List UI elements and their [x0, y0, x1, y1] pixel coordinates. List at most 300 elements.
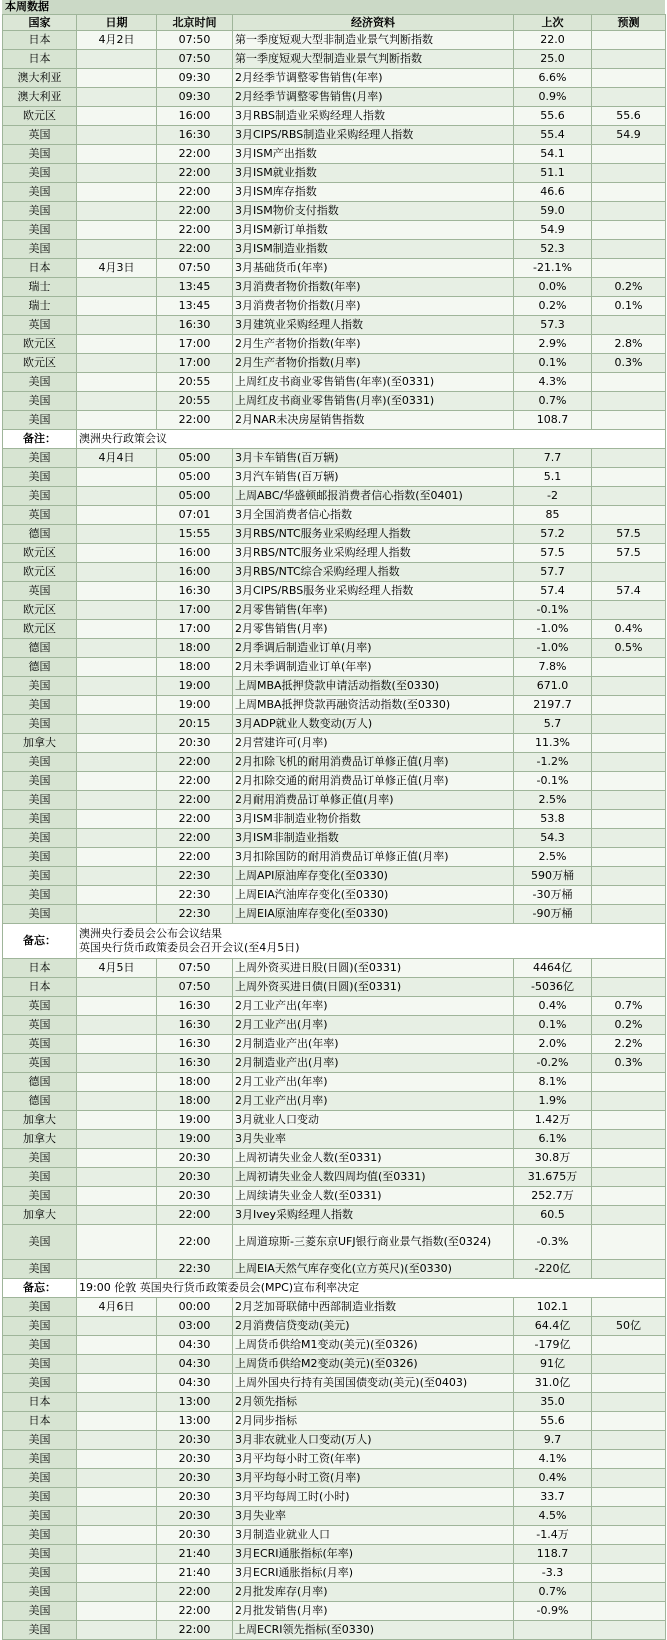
forecast-value-cell: [592, 677, 666, 696]
previous-value-cell: 7.7: [514, 449, 592, 468]
previous-value-cell: 91亿: [514, 1355, 592, 1374]
previous-value-cell: -21.1%: [514, 259, 592, 278]
note-label: 备忘：: [3, 924, 77, 959]
time-cell: 22:00: [157, 791, 233, 810]
indicator-cell: 3月ISM产出指数: [233, 145, 514, 164]
indicator-cell: 3月就业人口变动: [233, 1111, 514, 1130]
time-cell: 20:30: [157, 1149, 233, 1168]
panel-title: 本周数据: [2, 0, 665, 14]
country-cell: 美国: [3, 1317, 77, 1336]
indicator-cell: 上周初请失业金人数(至0331): [233, 1149, 514, 1168]
table-row: [3, 1225, 666, 1260]
table-row: [3, 1054, 666, 1073]
time-cell: 17:00: [157, 601, 233, 620]
previous-value-cell: 2197.7: [514, 696, 592, 715]
table-row: [3, 411, 666, 430]
table-row: [3, 658, 666, 677]
date-cell: [77, 1260, 157, 1279]
indicator-cell: 2月零售销售(月率): [233, 620, 514, 639]
previous-value-cell: 46.6: [514, 183, 592, 202]
date-cell: [77, 354, 157, 373]
date-cell: [77, 183, 157, 202]
forecast-value-cell: [592, 959, 666, 978]
date-cell: [77, 1206, 157, 1225]
table-row: [3, 1298, 666, 1317]
time-cell: 20:30: [157, 1187, 233, 1206]
forecast-value-cell: [592, 1130, 666, 1149]
date-cell: [77, 1412, 157, 1431]
country-cell: 澳大利亚: [3, 69, 77, 88]
date-cell: [77, 1469, 157, 1488]
previous-value-cell: 0.4%: [514, 997, 592, 1016]
indicator-cell: 2月工业产出(月率): [233, 1016, 514, 1035]
country-cell: 美国: [3, 867, 77, 886]
previous-value-cell: 4.5%: [514, 1507, 592, 1526]
previous-value-cell: 7.8%: [514, 658, 592, 677]
table-row: [3, 734, 666, 753]
date-cell: [77, 1073, 157, 1092]
forecast-value-cell: [592, 753, 666, 772]
table-row: [3, 525, 666, 544]
previous-value-cell: 6.6%: [514, 69, 592, 88]
country-cell: 美国: [3, 753, 77, 772]
time-cell: 21:40: [157, 1545, 233, 1564]
forecast-value-cell: [592, 791, 666, 810]
indicator-cell: 2月经季节调整零售销售(月率): [233, 88, 514, 107]
col-header-forecast: 预测: [592, 15, 666, 31]
indicator-cell: 上周货币供给M1变动(美元)(至0326): [233, 1336, 514, 1355]
table-row: [3, 183, 666, 202]
indicator-cell: 上周红皮书商业零售销售(年率)(至0331): [233, 373, 514, 392]
indicator-cell: 2月消费信贷变动(美元): [233, 1317, 514, 1336]
table-row: [3, 886, 666, 905]
date-cell: [77, 772, 157, 791]
table-row: [3, 1187, 666, 1206]
time-cell: 21:40: [157, 1564, 233, 1583]
previous-value-cell: [514, 1621, 592, 1640]
indicator-cell: 3月RBS/NTC服务业采购经理人指数: [233, 544, 514, 563]
time-cell: 22:00: [157, 753, 233, 772]
previous-value-cell: 118.7: [514, 1545, 592, 1564]
time-cell: 22:00: [157, 1602, 233, 1621]
time-cell: 03:00: [157, 1317, 233, 1336]
time-cell: 15:55: [157, 525, 233, 544]
previous-value-cell: -90万桶: [514, 905, 592, 924]
previous-value-cell: 54.9: [514, 221, 592, 240]
previous-value-cell: 57.5: [514, 544, 592, 563]
previous-value-cell: 9.7: [514, 1431, 592, 1450]
date-cell: [77, 753, 157, 772]
time-cell: 16:00: [157, 107, 233, 126]
indicator-cell: 2月未季调制造业订单(年率): [233, 658, 514, 677]
table-row: [3, 829, 666, 848]
previous-value-cell: 57.3: [514, 316, 592, 335]
forecast-value-cell: [592, 1206, 666, 1225]
table-row: [3, 297, 666, 316]
forecast-value-cell: 0.4%: [592, 620, 666, 639]
country-cell: 美国: [3, 1469, 77, 1488]
table-row: [3, 791, 666, 810]
indicator-cell: 2月同步指标: [233, 1412, 514, 1431]
time-cell: 22:00: [157, 1225, 233, 1260]
date-cell: [77, 278, 157, 297]
table-row: [3, 1336, 666, 1355]
time-cell: 13:00: [157, 1412, 233, 1431]
time-cell: 19:00: [157, 1111, 233, 1130]
time-cell: 22:00: [157, 848, 233, 867]
date-cell: [77, 848, 157, 867]
forecast-value-cell: [592, 1583, 666, 1602]
previous-value-cell: -0.9%: [514, 1602, 592, 1621]
country-cell: 欧元区: [3, 354, 77, 373]
forecast-value-cell: [592, 1073, 666, 1092]
previous-value-cell: 59.0: [514, 202, 592, 221]
forecast-value-cell: 2.2%: [592, 1035, 666, 1054]
forecast-value-cell: [592, 1336, 666, 1355]
forecast-value-cell: [592, 468, 666, 487]
country-cell: 美国: [3, 1621, 77, 1640]
forecast-value-cell: 0.7%: [592, 997, 666, 1016]
table-row: [3, 696, 666, 715]
forecast-value-cell: [592, 145, 666, 164]
country-cell: 日本: [3, 50, 77, 69]
indicator-cell: 2月生产者物价指数(年率): [233, 335, 514, 354]
time-cell: 09:30: [157, 88, 233, 107]
country-cell: 英国: [3, 506, 77, 525]
country-cell: 美国: [3, 1564, 77, 1583]
table-row: [3, 1317, 666, 1336]
previous-value-cell: 85: [514, 506, 592, 525]
date-cell: [77, 1355, 157, 1374]
indicator-cell: 上周MBA抵押贷款再融资活动指数(至0330): [233, 696, 514, 715]
date-cell: [77, 240, 157, 259]
previous-value-cell: 4.1%: [514, 1450, 592, 1469]
previous-value-cell: 2.5%: [514, 848, 592, 867]
indicator-cell: 3月ISM制造业指数: [233, 240, 514, 259]
time-cell: 16:30: [157, 1016, 233, 1035]
time-cell: 22:00: [157, 202, 233, 221]
date-cell: 4月6日: [77, 1298, 157, 1317]
forecast-value-cell: [592, 1111, 666, 1130]
note-row: [3, 430, 666, 449]
indicator-cell: 上周红皮书商业零售销售(月率)(至0331): [233, 392, 514, 411]
forecast-value-cell: [592, 978, 666, 997]
date-cell: [77, 1317, 157, 1336]
time-cell: 22:30: [157, 867, 233, 886]
previous-value-cell: 22.0: [514, 31, 592, 50]
time-cell: 19:00: [157, 677, 233, 696]
col-header-time: 北京时间: [157, 15, 233, 31]
previous-value-cell: -220亿: [514, 1260, 592, 1279]
date-cell: [77, 525, 157, 544]
time-cell: 05:00: [157, 449, 233, 468]
table-row: [3, 164, 666, 183]
date-cell: [77, 1168, 157, 1187]
previous-value-cell: -179亿: [514, 1336, 592, 1355]
table-row: [3, 31, 666, 50]
table-row: [3, 316, 666, 335]
time-cell: 20:30: [157, 1431, 233, 1450]
date-cell: [77, 1054, 157, 1073]
table-row: [3, 126, 666, 145]
date-cell: [77, 1583, 157, 1602]
indicator-cell: 上周API原油库存变化(至0330): [233, 867, 514, 886]
date-cell: [77, 1149, 157, 1168]
time-cell: 22:00: [157, 1583, 233, 1602]
indicator-cell: 上周MBA抵押贷款申请活动指数(至0330): [233, 677, 514, 696]
time-cell: 16:30: [157, 582, 233, 601]
table-row: [3, 69, 666, 88]
country-cell: 日本: [3, 959, 77, 978]
country-cell: 美国: [3, 164, 77, 183]
previous-value-cell: 590万桶: [514, 867, 592, 886]
table-row: [3, 392, 666, 411]
forecast-value-cell: [592, 1621, 666, 1640]
table-row: [3, 449, 666, 468]
indicator-cell: 2月生产者物价指数(月率): [233, 354, 514, 373]
forecast-value-cell: [592, 1488, 666, 1507]
date-cell: [77, 1431, 157, 1450]
table-row: [3, 1564, 666, 1583]
country-cell: 日本: [3, 31, 77, 50]
time-cell: 22:00: [157, 145, 233, 164]
previous-value-cell: 57.2: [514, 525, 592, 544]
table-body: [3, 31, 666, 1640]
time-cell: 19:00: [157, 1130, 233, 1149]
date-cell: [77, 1564, 157, 1583]
table-row: [3, 354, 666, 373]
table-row: [3, 639, 666, 658]
table-row: [3, 1469, 666, 1488]
time-cell: 22:30: [157, 905, 233, 924]
table-row: [3, 959, 666, 978]
date-cell: 4月4日: [77, 449, 157, 468]
col-header-previous: 上次: [514, 15, 592, 31]
forecast-value-cell: 50亿: [592, 1317, 666, 1336]
time-cell: 20:55: [157, 392, 233, 411]
forecast-value-cell: [592, 734, 666, 753]
table-row: [3, 335, 666, 354]
indicator-cell: 2月芝加哥联储中西部制造业指数: [233, 1298, 514, 1317]
previous-value-cell: 5.1: [514, 468, 592, 487]
indicator-cell: 3月平均每小时工资(月率): [233, 1469, 514, 1488]
previous-value-cell: 6.1%: [514, 1130, 592, 1149]
previous-value-cell: 0.9%: [514, 88, 592, 107]
country-cell: 美国: [3, 183, 77, 202]
date-cell: [77, 1225, 157, 1260]
forecast-value-cell: [592, 1374, 666, 1393]
previous-value-cell: 53.8: [514, 810, 592, 829]
date-cell: [77, 620, 157, 639]
date-cell: [77, 487, 157, 506]
forecast-value-cell: [592, 1431, 666, 1450]
table-row: [3, 905, 666, 924]
date-cell: [77, 164, 157, 183]
time-cell: 22:00: [157, 183, 233, 202]
indicator-cell: 上周EIA原油库存变化(至0330): [233, 905, 514, 924]
previous-value-cell: 0.7%: [514, 392, 592, 411]
date-cell: [77, 867, 157, 886]
indicator-cell: 上周外国央行持有美国国债变动(美元)(至0403): [233, 1374, 514, 1393]
note-label: 备忘：: [3, 1279, 77, 1298]
time-cell: 20:30: [157, 734, 233, 753]
indicator-cell: 2月季调后制造业订单(月率): [233, 639, 514, 658]
note-line: 英国央行货币政策委员会召开会议(至4月5日): [79, 941, 300, 954]
indicator-cell: 3月ECRI通胀指标(年率): [233, 1545, 514, 1564]
table-row: [3, 487, 666, 506]
indicator-cell: 2月制造业产出(月率): [233, 1054, 514, 1073]
forecast-value-cell: [592, 829, 666, 848]
time-cell: 07:01: [157, 506, 233, 525]
country-cell: 加拿大: [3, 1111, 77, 1130]
indicator-cell: 3月平均每周工时(小时): [233, 1488, 514, 1507]
time-cell: 22:00: [157, 1206, 233, 1225]
country-cell: 美国: [3, 1488, 77, 1507]
previous-value-cell: 4464亿: [514, 959, 592, 978]
table-row: [3, 1412, 666, 1431]
time-cell: 13:00: [157, 1393, 233, 1412]
date-cell: [77, 126, 157, 145]
forecast-value-cell: 0.5%: [592, 639, 666, 658]
country-cell: 美国: [3, 145, 77, 164]
date-cell: [77, 1545, 157, 1564]
time-cell: 22:00: [157, 1621, 233, 1640]
date-cell: [77, 1092, 157, 1111]
table-row: [3, 601, 666, 620]
table-row: [3, 1206, 666, 1225]
forecast-value-cell: [592, 658, 666, 677]
date-cell: [77, 1507, 157, 1526]
forecast-value-cell: [592, 316, 666, 335]
date-cell: [77, 88, 157, 107]
time-cell: 18:00: [157, 1073, 233, 1092]
time-cell: 20:30: [157, 1469, 233, 1488]
country-cell: 美国: [3, 468, 77, 487]
date-cell: [77, 1526, 157, 1545]
previous-value-cell: 33.7: [514, 1488, 592, 1507]
table-row: [3, 1111, 666, 1130]
forecast-value-cell: [592, 392, 666, 411]
indicator-cell: 3月全国消费者信心指数: [233, 506, 514, 525]
table-row: [3, 1374, 666, 1393]
forecast-value-cell: [592, 1469, 666, 1488]
indicator-cell: 3月ECRI通胀指标(月率): [233, 1564, 514, 1583]
country-cell: 美国: [3, 1187, 77, 1206]
forecast-value-cell: [592, 1225, 666, 1260]
date-cell: [77, 221, 157, 240]
indicator-cell: 上周ECRI领先指标(至0330): [233, 1621, 514, 1640]
forecast-value-cell: [592, 1393, 666, 1412]
indicator-cell: 2月耐用消费品订单修正值(月率): [233, 791, 514, 810]
indicator-cell: 3月ADP就业人数变动(万人): [233, 715, 514, 734]
previous-value-cell: -2: [514, 487, 592, 506]
previous-value-cell: 0.1%: [514, 354, 592, 373]
forecast-value-cell: [592, 905, 666, 924]
country-cell: 美国: [3, 202, 77, 221]
time-cell: 04:30: [157, 1355, 233, 1374]
indicator-cell: 3月基础货币(年率): [233, 259, 514, 278]
date-cell: [77, 145, 157, 164]
country-cell: 美国: [3, 886, 77, 905]
previous-value-cell: 31.675万: [514, 1168, 592, 1187]
time-cell: 16:30: [157, 1035, 233, 1054]
forecast-value-cell: [592, 487, 666, 506]
table-row: [3, 715, 666, 734]
country-cell: 英国: [3, 1016, 77, 1035]
table-row: [3, 1545, 666, 1564]
time-cell: 18:00: [157, 639, 233, 658]
time-cell: 13:45: [157, 278, 233, 297]
country-cell: 美国: [3, 829, 77, 848]
forecast-value-cell: [592, 772, 666, 791]
country-cell: 美国: [3, 1431, 77, 1450]
date-cell: [77, 601, 157, 620]
forecast-value-cell: [592, 1412, 666, 1431]
date-cell: [77, 677, 157, 696]
forecast-value-cell: 57.4: [592, 582, 666, 601]
forecast-value-cell: 0.3%: [592, 354, 666, 373]
table-row: [3, 1526, 666, 1545]
note-label: 备注：: [3, 430, 77, 449]
time-cell: 18:00: [157, 658, 233, 677]
date-cell: [77, 468, 157, 487]
time-cell: 20:30: [157, 1507, 233, 1526]
country-cell: 欧元区: [3, 335, 77, 354]
table-row: [3, 259, 666, 278]
time-cell: 18:00: [157, 1092, 233, 1111]
previous-value-cell: 30.8万: [514, 1149, 592, 1168]
table-row: [3, 1431, 666, 1450]
indicator-cell: 3月失业率: [233, 1130, 514, 1149]
previous-value-cell: 55.6: [514, 1412, 592, 1431]
forecast-value-cell: [592, 563, 666, 582]
forecast-value-cell: [592, 1149, 666, 1168]
date-cell: [77, 997, 157, 1016]
indicator-cell: 2月零售销售(年率): [233, 601, 514, 620]
date-cell: [77, 1374, 157, 1393]
previous-value-cell: -0.3%: [514, 1225, 592, 1260]
note-line: 19:00 伦敦 英国央行货币政策委员会(MPC)宣布利率决定: [79, 1281, 360, 1294]
country-cell: 欧元区: [3, 601, 77, 620]
indicator-cell: 2月经季节调整零售销售(年率): [233, 69, 514, 88]
country-cell: 德国: [3, 1092, 77, 1111]
country-cell: 英国: [3, 316, 77, 335]
date-cell: [77, 544, 157, 563]
indicator-cell: 2月扣除交通的耐用消费品订单修正值(月率): [233, 772, 514, 791]
country-cell: 美国: [3, 373, 77, 392]
indicator-cell: 2月批发库存(月率): [233, 1583, 514, 1602]
time-cell: 07:50: [157, 959, 233, 978]
forecast-value-cell: [592, 1260, 666, 1279]
date-cell: [77, 582, 157, 601]
date-cell: [77, 1393, 157, 1412]
time-cell: 16:00: [157, 563, 233, 582]
table-row: [3, 620, 666, 639]
previous-value-cell: 2.5%: [514, 791, 592, 810]
country-cell: 美国: [3, 221, 77, 240]
date-cell: [77, 316, 157, 335]
table-row: [3, 997, 666, 1016]
table-row: [3, 978, 666, 997]
time-cell: 20:15: [157, 715, 233, 734]
indicator-cell: 上周EIA天然气库存变化(立方英尺)(至0330): [233, 1260, 514, 1279]
indicator-cell: 2月NAR未决房屋销售指数: [233, 411, 514, 430]
country-cell: 欧元区: [3, 563, 77, 582]
indicator-cell: 3月平均每小时工资(年率): [233, 1450, 514, 1469]
previous-value-cell: -0.2%: [514, 1054, 592, 1073]
time-cell: 16:30: [157, 126, 233, 145]
country-cell: 德国: [3, 658, 77, 677]
